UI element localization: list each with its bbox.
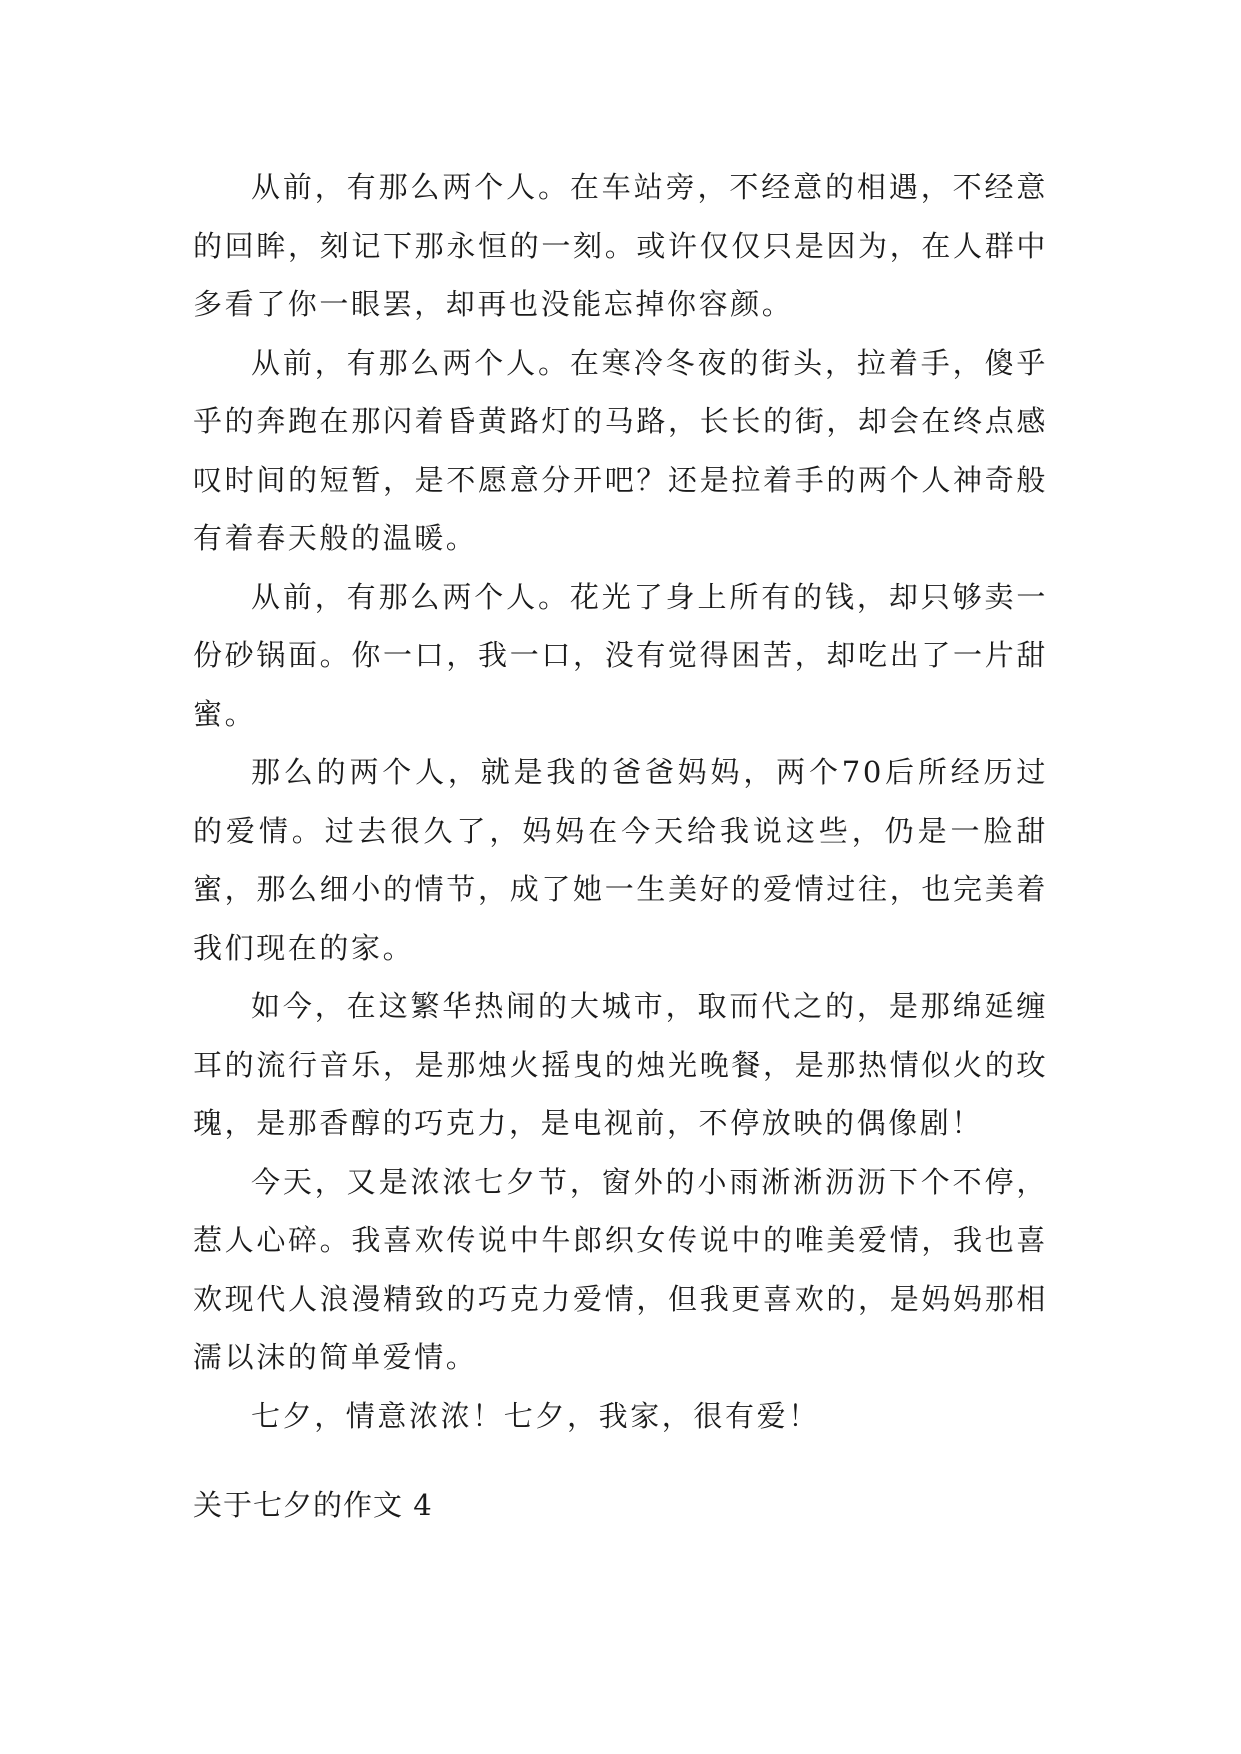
paragraph-1: 从前，有那么两个人。在车站旁，不经意的相遇，不经意的回眸，刻记下那永恒的一刻。或许仅仅只是因为，在人群中多看了你一眼罢，却再也没能忘掉你容颜。 xyxy=(193,170,1048,321)
paragraph-5: 如今，在这繁华热闹的大城市，取而代之的，是那绵延缠耳的流行音乐，是那烛火摇曳的烛光晚餐，是那热情似火的玫瑰，是那香醇的巧克力，是电视前，不停放映的偶像剧！ xyxy=(193,989,1048,1140)
paragraph-3: 从前，有那么两个人。花光了身上所有的钱，却只够卖一份砂锅面。你一口，我一口，没有觉得困苦，却吃出了一片甜蜜。 xyxy=(193,579,1048,731)
paragraph-2: 从前，有那么两个人。在寒冷冬夜的街头，拉着手，傻乎乎的奔跑在那闪着昏黄路灯的马路，长长的街，却会在终点感叹时间的短暂，是不愿意分开吧？还是拉着手的两个人神奇般有着春天般的温暖。 xyxy=(193,345,1048,555)
paragraph-4: 那么的两个人，就是我的爸爸妈妈，两个70后所经历过的爱情。过去很久了，妈妈在今天给我说这些，仍是一脸甜蜜，那么细小的情节，成了她一生美好的爱情过往，也完美着我们现在的家。 xyxy=(193,755,1048,965)
paragraph-7: 七夕，情意浓浓！七夕，我家，很有爱！ xyxy=(251,1398,820,1433)
document-body xyxy=(193,158,1048,1445)
section-heading: 关于七夕的作文 4 xyxy=(193,1488,433,1522)
paragraph-6: 今天，又是浓浓七夕节，窗外的小雨淅淅沥沥下个不停，惹人心碎。我喜欢传说中牛郎织女传说中的唯美爱情，我也喜欢现代人浪漫精致的巧克力爱情，但我更喜欢的，是妈妈那相濡以沫的简单爱情。 xyxy=(193,1164,1048,1374)
